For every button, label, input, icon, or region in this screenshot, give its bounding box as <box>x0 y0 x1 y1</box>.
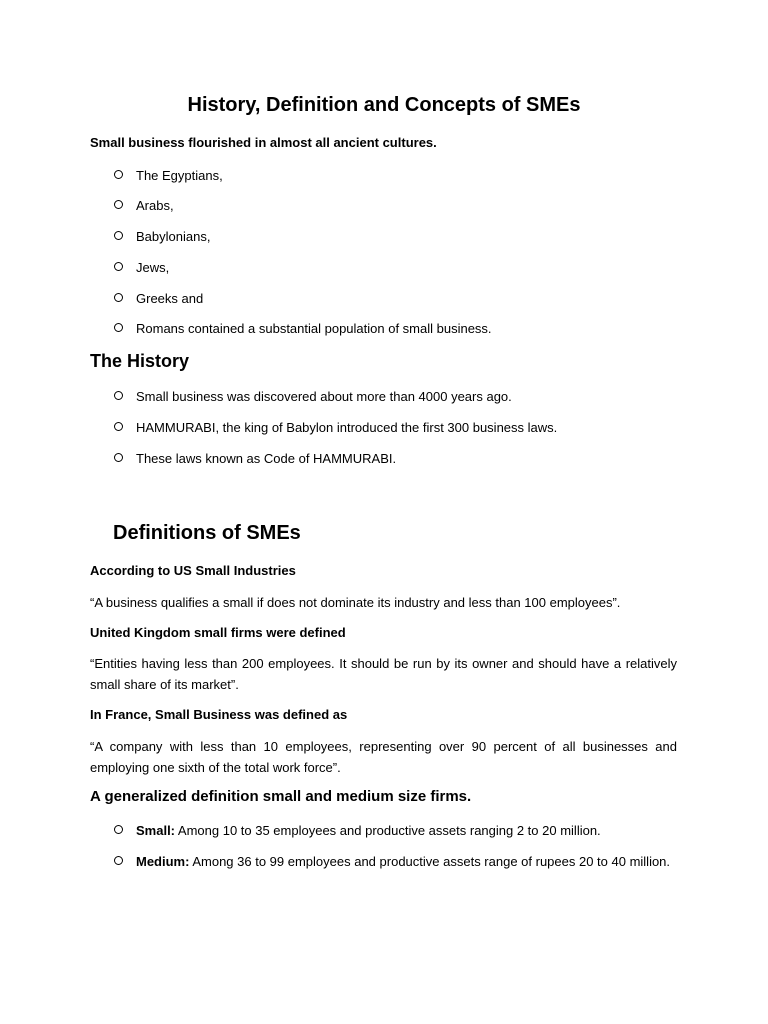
list-item-text: HAMMURABI, the king of Babylon introduced the first 300 business laws. <box>136 420 558 435</box>
list-item-text: Jews, <box>136 260 170 275</box>
circle-bullet-icon <box>114 200 123 209</box>
us-definition-heading: According to US Small Industries <box>90 563 296 578</box>
circle-bullet-icon <box>114 825 123 834</box>
small-text: Among 10 to 35 employees and productive assets ranging 2 to 20 million. <box>175 823 601 838</box>
list-item-text: Greeks and <box>136 291 204 306</box>
list-item-text: Babylonians, <box>136 229 211 244</box>
circle-bullet-icon <box>114 262 123 271</box>
list-item-text: Arabs, <box>136 198 174 213</box>
circle-bullet-icon <box>114 422 123 431</box>
generalized-definition-heading: A generalized definition small and medium size firms. <box>90 788 472 805</box>
intro-text: Small business flourished in almost all ancient cultures. <box>90 135 437 150</box>
circle-bullet-icon <box>114 323 123 332</box>
definitions-heading: Definitions of SMEs <box>113 522 301 544</box>
list-item-text: Romans contained a substantial population of small business. <box>136 321 492 336</box>
medium-label: Medium: <box>136 854 190 869</box>
circle-bullet-icon <box>114 856 123 865</box>
circle-bullet-icon <box>114 453 123 462</box>
france-definition-text: “A company with less than 10 employees, representing over 90 percent of all businesses and employing one sixth of the total work force”. <box>90 739 677 775</box>
small-label: Small: <box>136 823 176 838</box>
uk-definition-text: “Entities having less than 200 employees. It should be run by its owner and should have a relatively small share of its market”. <box>90 656 677 692</box>
list-item-text: These laws known as Code of HAMMURABI. <box>136 451 397 466</box>
medium-text: Among 36 to 99 employees and productive assets range of rupees 20 to 40 million. <box>189 854 671 869</box>
list-item-text: Small business was discovered about more than 4000 years ago. <box>136 389 512 404</box>
list-item-text: The Egyptians, <box>136 168 223 183</box>
circle-bullet-icon <box>114 170 123 179</box>
history-heading: The History <box>90 351 190 371</box>
circle-bullet-icon <box>114 293 123 302</box>
us-definition-text: “A business qualifies a small if does not dominate its industry and less than 100 employees”. <box>90 595 621 610</box>
france-definition-heading: In France, Small Business was defined as <box>90 707 348 722</box>
circle-bullet-icon <box>114 231 123 240</box>
circle-bullet-icon <box>114 391 123 400</box>
page-title: History, Definition and Concepts of SMEs <box>187 94 581 116</box>
uk-definition-heading: United Kingdom small firms were defined <box>90 625 346 640</box>
